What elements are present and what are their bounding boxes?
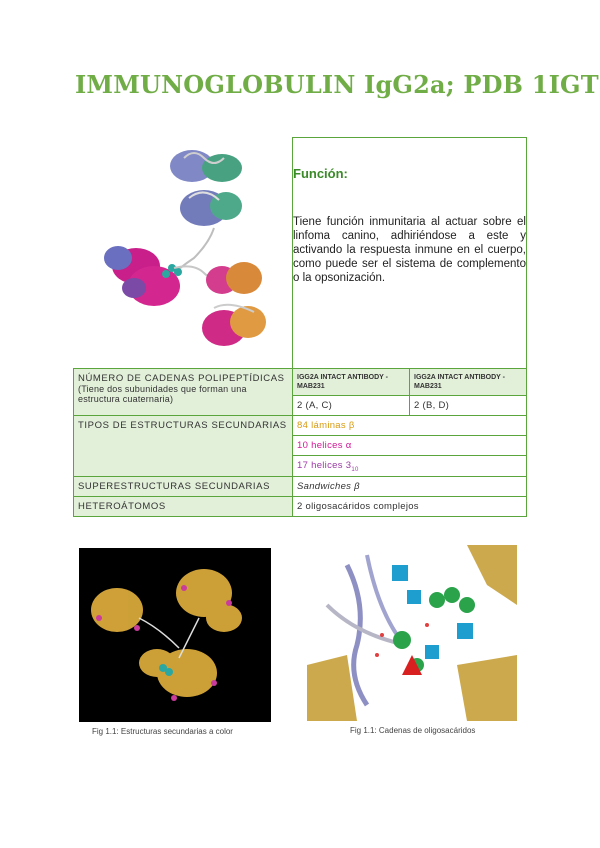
laminas-value: 84 láminas β bbox=[293, 415, 527, 435]
funcion-heading: Función: bbox=[293, 166, 348, 181]
estructuras-label: TIPOS DE ESTRUCTURAS SECUNDARIAS bbox=[74, 415, 293, 477]
protein-structure-image bbox=[74, 138, 293, 368]
col2-header: IGG2A INTACT ANTIBODY - MAB231 bbox=[410, 368, 527, 395]
page-title: IMMUNOGLOBULIN IgG2a; PDB 1IGT bbox=[75, 70, 599, 99]
info-table bbox=[73, 137, 527, 517]
helices-310-main: 17 helices 3 bbox=[297, 459, 352, 471]
funcion-cell bbox=[293, 138, 527, 369]
super-label: SUPERESTRUCTURAS SECUNDARIAS bbox=[74, 477, 293, 497]
secondary-structure-image bbox=[79, 548, 271, 722]
helices-310-value bbox=[293, 455, 527, 477]
helices-alpha-value: 10 helices α bbox=[293, 435, 527, 455]
col1-value: 2 (A, C) bbox=[293, 395, 410, 415]
caption-right: Fig 1.1: Cadenas de oligosacáridos bbox=[350, 726, 476, 735]
helices-310-sub: 10 bbox=[351, 466, 359, 473]
col1-header: IGG2A INTACT ANTIBODY - MAB231 bbox=[293, 368, 410, 395]
funcion-body: Tiene función inmunitaria al actuar sobre el linfoma canino, adhiriéndose a este y activando la respuesta inmune en el cuerpo, como puede ser el sistema de complemento o la opsonización. bbox=[293, 216, 526, 284]
oligosaccharide-image bbox=[307, 545, 517, 721]
cadenas-label-cell bbox=[74, 368, 293, 415]
hetero-value: 2 oligosacáridos complejos bbox=[293, 497, 527, 517]
hetero-label: HETEROÁTOMOS bbox=[74, 497, 293, 517]
super-value: Sandwiches β bbox=[293, 477, 527, 497]
cadenas-label: NÚMERO DE CADENAS POLIPEPTÍDICAS bbox=[78, 372, 285, 384]
cadenas-sublabel: (Tiene dos subunidades que forman una estructura cuaternaria) bbox=[78, 383, 247, 404]
caption-left: Fig 1.1: Estructuras secundarias a color bbox=[92, 727, 233, 736]
protein-structure-image-cell bbox=[74, 138, 293, 369]
col2-value: 2 (B, D) bbox=[410, 395, 527, 415]
